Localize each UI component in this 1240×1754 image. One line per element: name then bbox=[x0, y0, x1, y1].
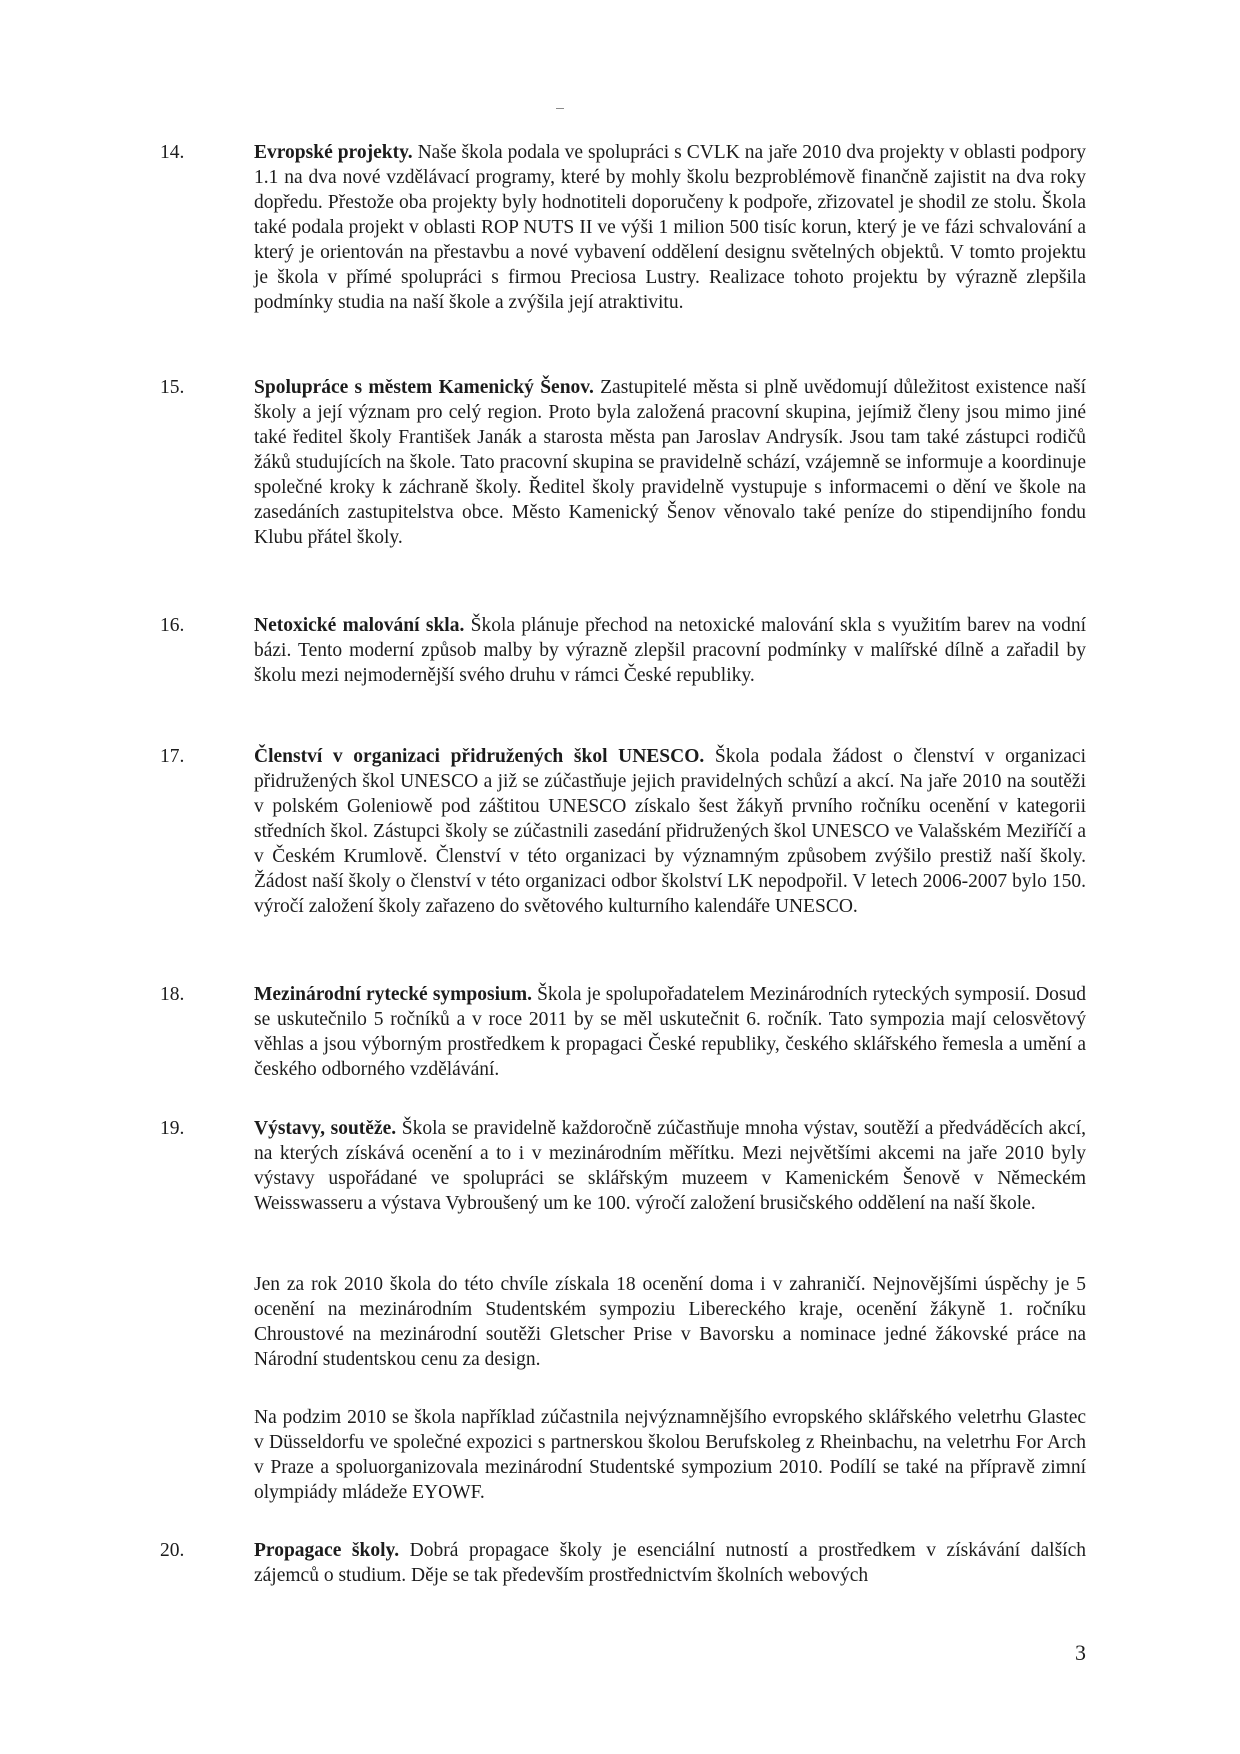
item-body bbox=[254, 1116, 1086, 1216]
item-text: Škola je spolupořadatelem Mezinárodních ryteckých symposií. Dosud se uskutečnilo 5 ročníků a v roce 2011 by se měl uskutečnit 6. ročník. Tato sympozia mají celosvětový věhlas a jsou výborným prostředkem k propagaci České republiky, českého sklářského řemesla a umění a českého odborného vzdělávání. bbox=[254, 984, 1086, 1080]
item-body bbox=[254, 613, 1086, 688]
item-paragraph bbox=[254, 744, 1086, 919]
item-paragraph bbox=[254, 613, 1086, 688]
item-heading: Výstavy, soutěže. bbox=[254, 1118, 397, 1139]
item-paragraph bbox=[254, 1116, 1086, 1216]
item-paragraph bbox=[254, 375, 1086, 550]
paragraph-awards: Jen za rok 2010 škola do této chvíle získala 18 ocenění doma i v zahraničí. Nejnovějšími úspěchy je 5 ocenění na mezinárodním Studentském sympoziu Libereckého kraje, ocenění žákyně 1. ročníku Chroustové na mezinárodní soutěži Gletscher Prise v Bavorsku a nominace jedné žákovské práce na Národní studentskou cenu za design. bbox=[254, 1274, 1086, 1370]
item-body bbox=[254, 1538, 1086, 1588]
item-paragraph bbox=[254, 982, 1086, 1082]
item-number: 15. bbox=[160, 377, 185, 398]
item-body bbox=[254, 140, 1086, 315]
item-heading: Evropské projekty. bbox=[254, 142, 413, 163]
item-heading: Spolupráce s městem Kamenický Šenov. bbox=[254, 377, 594, 398]
item-text: Dobrá propagace školy je esenciální nutností a prostředkem v získávání dalších zájemců o studium. Děje se tak především prostřednictvím školních webových bbox=[254, 1540, 1086, 1586]
item-number: 17. bbox=[160, 746, 185, 767]
item-text: Škola se pravidelně každoročně zúčastňuje mnoha výstav, soutěží a předváděcích akcí, na kterých získává ocenění a to i v mezinárodním měřítku. Mezi největšími akcemi na jaře 2010 byly výstavy uspořádané ve spolupráci se sklářským muzeem v Kamenickém Šenově v Německém Weisswasseru a výstava Vybroušený um ke 100. výročí založení brusičského oddělení na naší škole. bbox=[254, 1118, 1086, 1214]
item-number: 14. bbox=[160, 142, 185, 163]
item-paragraph bbox=[254, 140, 1086, 315]
scan-mark bbox=[556, 108, 564, 109]
item-text: Naše škola podala ve spolupráci s CVLK na jaře 2010 dva projekty v oblasti podpory 1.1 na dva nové vzdělávací programy, které by mohly školu bezproblémově finančně zajistit na dva roky dopředu. Přestože oba projekty byly hodnotiteli doporučeny k podpoře, zřizovatel je shodil ze stolu. Škola také podala projekt v oblasti ROP NUTS II ve výši 1 milion 500 tisíc korun, který je ve fázi schvalování a který je orientován na přestavbu a nové vybavení oddělení designu světelných objektů. V tomto projektu je škola v přímé spolupráci s firmou Preciosa Lustry. Realizace tohoto projektu by výrazně zlepšila podmínky studia na naší škole a zvýšila její atraktivitu. bbox=[254, 142, 1086, 313]
item-heading: Mezinárodní rytecké symposium. bbox=[254, 984, 532, 1005]
item-body bbox=[254, 375, 1086, 550]
item-number: 19. bbox=[160, 1118, 185, 1139]
item-text: Škola plánuje přechod na netoxické malování skla s využitím barev na vodní bázi. Tento moderní způsob malby by výrazně zlepšil pracovní podmínky v malířské dílně a zařadil by školu mezi nejmodernější svého druhu v rámci České republiky. bbox=[254, 615, 1086, 686]
item-heading: Netoxické malování skla. bbox=[254, 615, 465, 636]
item-paragraph bbox=[254, 1538, 1086, 1588]
item-number: 16. bbox=[160, 615, 185, 636]
item-heading: Propagace školy. bbox=[254, 1540, 400, 1561]
item-text: Škola podala žádost o členství v organizaci přidružených škol UNESCO a již se zúčastňuje jejich pravidelných schůzí a akcí. Na jaře 2010 na soutěži v polském Goleniowě pod záštitou UNESCO získalo šest žákyň prvního ročníku ocenění v kategorii středních škol. Zástupci školy se zúčastnili zasedání přidružených škol UNESCO ve Valašském Meziříčí a v Českém Krumlově. Členství v této organizaci by významným způsobem zvýšilo prestiž naší školy. Žádost naší školy o členství v této organizaci odbor školství LK nepodpořil. V letech 2006-2007 bylo 150. výročí založení školy zařazeno do světového kulturního kalendáře UNESCO. bbox=[254, 746, 1086, 917]
item-number: 20. bbox=[160, 1540, 185, 1561]
item-text: Zastupitelé města si plně uvědomují důležitost existence naší školy a její význam pro celý region. Proto byla založená pracovní skupina, jejímiž členy jsou mimo jiné také ředitel školy František Janák a starosta města pan Jaroslav Andrysík. Jsou tam také zástupci rodičů žáků studujících na škole. Tato pracovní skupina se pravidelně schází, vzájemně se informuje a koordinuje společné kroky k záchraně školy. Ředitel školy pravidelně vystupuje s informacemi o dění ve škole na zasedáních zastupitelstva obce. Město Kamenický Šenov věnovalo také peníze do stipendijního fondu Klubu přátel školy. bbox=[254, 377, 1086, 548]
paragraph-fairs: Na podzim 2010 se škola například zúčastnila nejvýznamnějšího evropského sklářského veletrhu Glastec v Düsseldorfu ve společné expozici s partnerskou školou Berufskoleg z Rheinbachu, na veletrhu For Arch v Praze a spoluorganizovala mezinárodní Studentské sympozium 2010. Podílí se také na přípravě zimní olympiády mládeže EYOWF. bbox=[254, 1407, 1086, 1503]
item-body bbox=[254, 744, 1086, 919]
item-number: 18. bbox=[160, 984, 185, 1005]
item-heading: Členství v organizaci přidružených škol UNESCO. bbox=[254, 746, 705, 767]
item-body bbox=[254, 982, 1086, 1082]
page-number: 3 bbox=[1075, 1640, 1086, 1665]
